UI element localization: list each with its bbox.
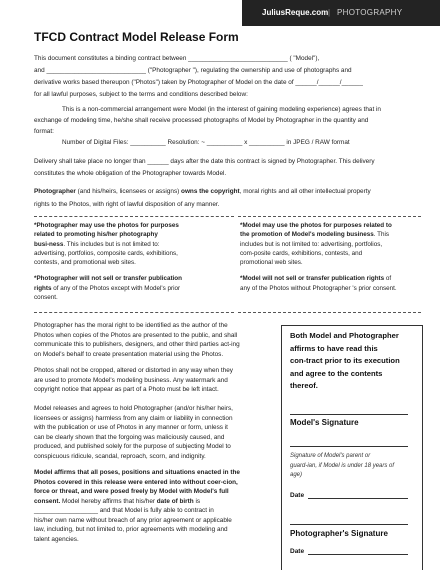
release-line-4: can be clearly shown that the forgoing was maliciously caused, and (34, 433, 225, 441)
box2-line-4: com-posite cards, exhibitions, contests, and (240, 249, 363, 257)
guardian-signature-line[interactable] (290, 446, 408, 447)
box1-line-6: *Photographer will not sell or transfer publication (34, 275, 182, 283)
box1-bottom-rule (34, 312, 234, 313)
box2-top-rule (238, 216, 421, 217)
signature-box (281, 325, 423, 570)
box1-line-8: consent. (34, 294, 58, 302)
brand-banner (242, 0, 440, 26)
box1-line-4: advertising, portfolios, composite cards, exhibitions, (34, 249, 178, 257)
box2-no-sell: *Model will not sell or transfer publication rights (240, 275, 385, 283)
photographer-date-label: Date (290, 548, 305, 555)
intro-line-3: derivative works based thereupon ("Photos") taken by Photographer of Model on the date of ______/______/______ (34, 79, 363, 86)
model-signature-label: Model's Signature (290, 418, 359, 427)
affirm-line-1: Model affirms that all poses, positions and situations enacted in the (34, 469, 240, 476)
top-bar (0, 0, 440, 26)
box2-bottom-rule (238, 312, 421, 313)
affirm-line-8: talent agencies. (34, 535, 79, 543)
model-date-line[interactable] (308, 498, 408, 499)
box1-line-7 (34, 284, 234, 293)
guardian-line-3: age) (290, 472, 303, 478)
box2-this: . This (373, 231, 390, 239)
box1-line-5: contests, and promotional web sites. (34, 259, 136, 267)
arrangement-line-1: This is a non-commercial arrangement were Model (in the interest of gaining modeling experience) agrees that in (62, 106, 381, 113)
header-separator: | (328, 8, 331, 17)
box2-line-6 (240, 274, 422, 283)
release-line-3: with the publication or use of Photos in any manner or form, unless it (34, 424, 228, 431)
box1-line-2: related to promoting his/her photography (34, 231, 158, 239)
affirm-line-6: his/her own name without breach of any prior agreement or applicable (34, 516, 232, 524)
moral-line-4: on Model's behalf to create presentation material using the Photos. (34, 350, 224, 358)
photographer-signature-line[interactable] (290, 524, 408, 525)
affirmation-paragraph (34, 468, 274, 544)
guardian-note (290, 452, 420, 481)
guardian-line-2: guard-ian, if Model is under 18 years of (290, 462, 395, 469)
box1-except: of any of the Photos except with Model's prior (51, 284, 181, 292)
release-line-6: conspicuous ridicule, scandal, reproach, scorn, and indignity. (34, 452, 206, 460)
photographer-usage-box (34, 221, 234, 302)
box1-line-3 (34, 240, 234, 249)
box2-of: of (384, 275, 392, 283)
release-line-1: Model releases and agrees to hold Photographer (and/or his/her heirs, (34, 405, 233, 412)
release-line-5: produced, and published solely for the purpose of subjecting Model to (34, 443, 231, 450)
affirm-line-7: law, including, but not limited to, prior agreements with modeling and (34, 526, 228, 533)
agreement-line-5: thereof. (290, 381, 318, 390)
cropped-line-1: Photos shall not be cropped, altered or distorted in any way when they (34, 367, 233, 374)
box1-top-rule (34, 216, 234, 217)
moral-rights-paragraph (34, 321, 274, 359)
delivery-line-2: constitutes the whole obligation of the Photographer towards Model. (34, 170, 227, 177)
guardian-line-1: Signature of Model's parent or (290, 453, 371, 459)
box2-line-2 (240, 230, 422, 239)
photographer-date-line[interactable] (308, 554, 408, 555)
copyright-line-2: rights to the Photos, with right of lawful disposition of any manner. (34, 201, 220, 208)
box1-rights: rights (34, 284, 52, 292)
box1-line-1: *Photographer may use the photos for purposes (34, 222, 179, 229)
arrangement-line-3: format: (34, 128, 54, 135)
agreement-statement (290, 330, 418, 393)
box2-line-3: includes but is not limited to: advertising, portfolios, (240, 240, 383, 248)
arrangement-line-4: Number of Digital Files: __________ Resolution: ~ __________ x __________ in JPEG / RAW format (62, 139, 350, 146)
box2-line-1: *Model may use the photos for purposes related to (240, 222, 392, 229)
copyright-heirs: (and his/heirs, licensees or assigns) (75, 188, 182, 195)
copyright-rest: , moral rights and all other intellectual property (239, 188, 371, 195)
agreement-line-2: affirms to have read this (290, 343, 378, 353)
model-date-label: Date (290, 492, 305, 499)
page-title: TFCD Contract Model Release Form (34, 30, 239, 44)
agreement-line-1: Both Model and Photographer (290, 331, 399, 340)
model-signature-line[interactable] (290, 414, 408, 415)
moral-line-2: Photos when copies of the Photos are presented to the public, and shall (34, 331, 238, 339)
no-cropping-paragraph (34, 366, 274, 395)
section-name[interactable]: PHOTOGRAPHY (337, 8, 403, 17)
box2-line-5: promotional web sites. (240, 259, 303, 267)
intro-line-4: for all lawful purposes, subject to the terms and conditions described below: (34, 91, 248, 98)
cropped-line-3: copyright notice that appear as part of a Photo must be left intact. (34, 386, 219, 393)
moral-line-1: Photographer has the moral right to be identified as the author of the (34, 322, 228, 329)
cropped-line-2: are used to promote Model's modeling business. Any watermark and (34, 376, 228, 384)
copyright-owns: owns the copyright (181, 188, 240, 195)
agreement-line-3: con-tract prior to its execution (290, 356, 400, 365)
affirm-line-3: force or threat, and were posed freely by Model with Model's full (34, 488, 229, 495)
affirm-consent: consent. (34, 497, 61, 505)
intro-line-2: and ____________________________ ("Photographer "), regulating the ownership and use of photographs and (34, 67, 352, 74)
affirm-dob: date of birth (156, 497, 194, 505)
copyright-photographer: Photographer (34, 188, 76, 195)
box2-promotion: the promotion of Model's modeling business (240, 231, 374, 239)
box2-line-7: any of the Photos without Photographer 's prior consent. (240, 284, 397, 292)
copyright-line-1 (34, 187, 371, 197)
photographer-signature-label: Photographer's Signature (290, 529, 388, 538)
affirm-line-2: Photos covered in this release were entered into without coer-cion, (34, 478, 238, 486)
affirm-line-5: __________________ and that Model is fully able to contract in (34, 507, 214, 514)
affirm-is: is (193, 497, 201, 505)
box1-business: busi-ness (34, 240, 64, 248)
site-name[interactable]: JuliusReque.com (262, 8, 329, 17)
model-usage-box (240, 221, 422, 293)
box1-includes: . This includes but is not limited to: (63, 240, 160, 248)
delivery-line-1: Delivery shall take place no longer than ______ days after the date this contract is signed by Photographer. This delivery (34, 158, 375, 165)
affirm-hereby: Model hereby affirms that his/her (60, 497, 157, 505)
intro-line-1: This document constitutes a binding contract between ____________________________ ( "Model"), (34, 55, 320, 62)
affirm-line-4 (34, 497, 274, 507)
arrangement-line-2: exchange of modeling time, he/she shall receive processed photographs of Model by Photographer in the quantity and (34, 117, 369, 124)
release-paragraph (34, 404, 274, 461)
agreement-line-4: and agree to the contents (290, 368, 383, 378)
moral-line-3: communicate this to publishers, designers, and other third parties act-ing (34, 341, 240, 348)
release-line-2: licensees or assigns) harmless from any claim or liability in connection (34, 414, 233, 422)
